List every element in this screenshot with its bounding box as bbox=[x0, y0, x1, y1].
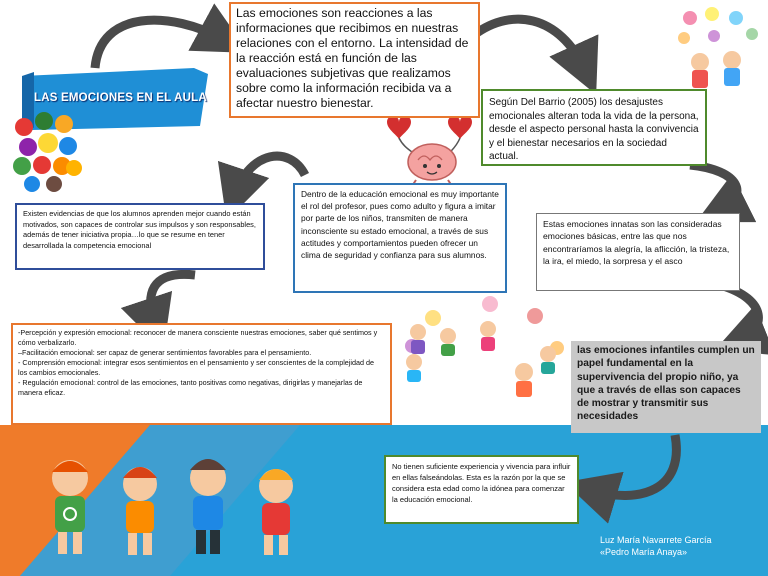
competencia-regulacion: - Regulación emocional: control de las emociones, tanto positivas como negativas, dirigirlas y manejarlas de manera eficaz. bbox=[18, 378, 363, 397]
innatas-text: Estas emociones innatas son las consideradas emociones básicas, entre las que nos encontraríamos la alegría, la aflicción, la tristeza, la ira, el miedo, la sorpresa y el asco bbox=[543, 219, 730, 266]
children-holding-hands-icon bbox=[52, 459, 293, 555]
evidencias-box bbox=[15, 203, 265, 270]
del-barrio-box bbox=[481, 89, 707, 166]
del-barrio-text: Según Del Barrio (2005) los desajustes emocionales alteran toda la vida de la persona, desde el aspecto personal hasta la convivencia y el bienestar necesarios en la sociedad actual. bbox=[489, 97, 699, 162]
author-name: Luz María Navarrete García bbox=[600, 535, 712, 545]
infantiles-box bbox=[571, 341, 761, 433]
profesor-text: Dentro de la educación emocional es muy importante el rol del profesor, pues como adulto y figura a imitar por parte de los niños, transmiten de manera inconsciente su estado emocional, a través de sus actitudes y comportamientos pueden ofrecer un clima de seguridad y confianza para sus alumnos. bbox=[301, 189, 499, 261]
innatas-box bbox=[536, 213, 740, 291]
intro-box bbox=[229, 2, 480, 118]
competencia-facilitacion: –Facilitación emocional: ser capaz de generar sentimientos favorables para el pensamiento. bbox=[18, 348, 312, 357]
evidencias-text: Existen evidencias de que los alumnos aprenden mejor cuando están motivados, son capaces de controlar sus impulsos y son responsables, además de tener iniciativa propia…lo que se resume en tener desarrollada la competencia emocional bbox=[23, 209, 256, 250]
profesor-box bbox=[293, 183, 507, 293]
author-school: «Pedro María Anaya» bbox=[600, 547, 688, 557]
infantiles-text: las emociones infantiles cumplen un papel fundamental en la supervivencia del propio niño, ya que a través de ellas son capaces de mostrar y transmitir sus necesidades bbox=[577, 345, 755, 423]
intro-text: Las emociones son reacciones a las informaciones que recibimos en nuestras relaciones con el entorno. La intensidad de la reacción está en función de las evaluaciones subjetivas que realizamos sobre como la información recibida va a afectar nuestro bienestar. bbox=[236, 6, 469, 110]
competencia-percepcion: -Percepción y expresión emocional: reconocer de manera consciente nuestras emociones, saber qué sentimos y cómo verbalizarlo. bbox=[18, 328, 378, 347]
competencia-comprension: - Comprensión emocional: integrar esos sentimientos en el pensamiento y ser conscientes de la complejidad de los cambios emocionales. bbox=[18, 358, 374, 377]
experiencia-text: No tienen suficiente experiencia y vivencia para influir en ellas falseándolas. Esta es la razón por la que se considera esta edad como la idónea para comenzar la educación emocional. bbox=[392, 462, 571, 504]
page-title: LAS EMOCIONES EN EL AULA bbox=[34, 92, 207, 104]
author-credit bbox=[600, 534, 712, 558]
competencias-box bbox=[11, 323, 392, 425]
experiencia-box bbox=[384, 455, 579, 524]
